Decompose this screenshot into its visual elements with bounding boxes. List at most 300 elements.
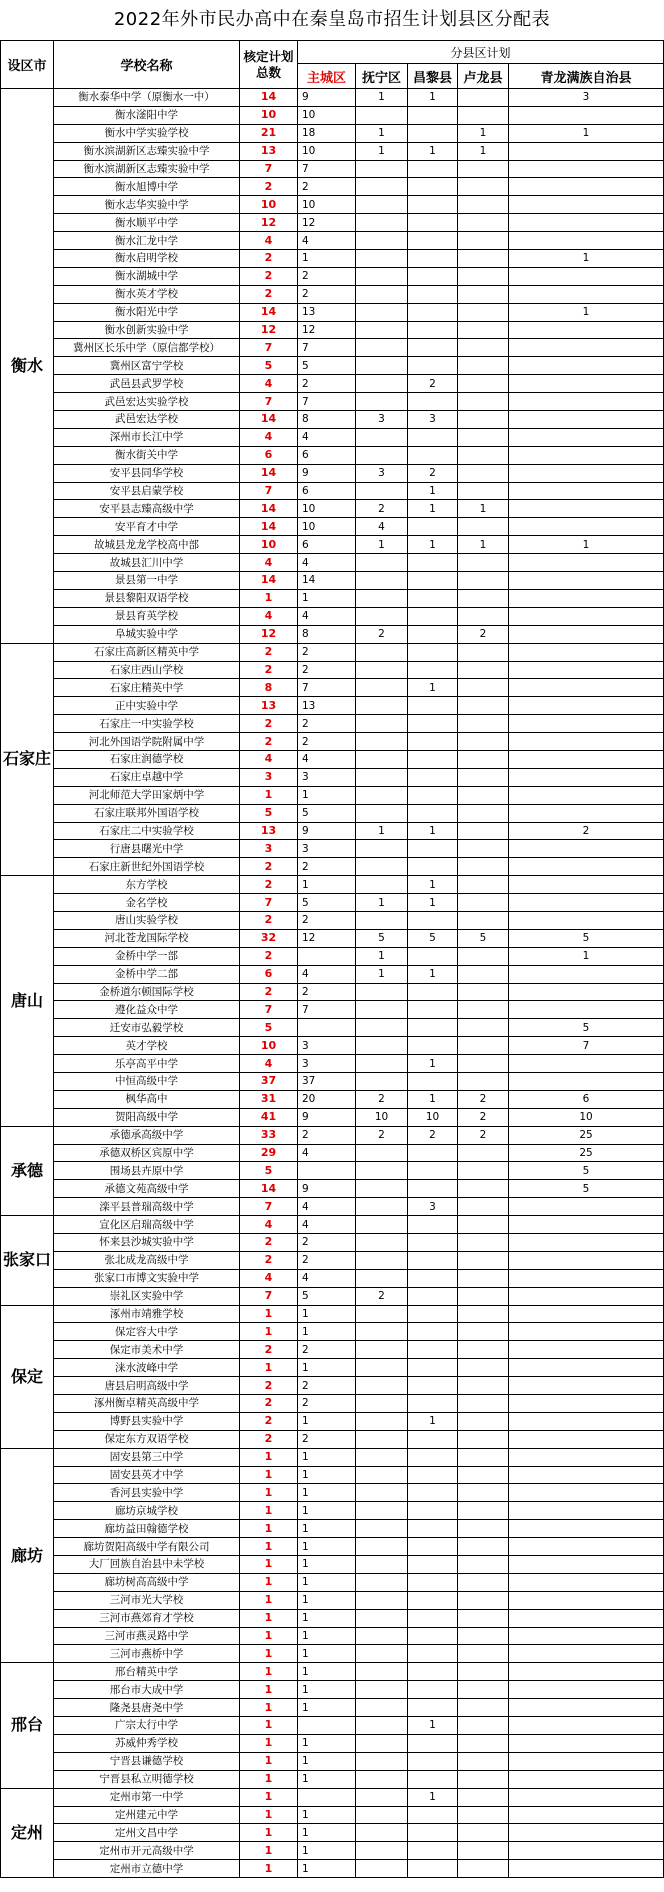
school-name-cell: 衡水阳光中学	[54, 303, 240, 321]
school-name-cell: 衡水滨湖新区志臻实验中学	[54, 160, 240, 178]
main-district-cell	[298, 1019, 356, 1037]
main-district-cell: 2	[298, 285, 356, 303]
qinglong-cell	[509, 1806, 664, 1824]
table-row	[1, 1341, 664, 1359]
lulong-cell	[458, 285, 509, 303]
funing-cell: 3	[356, 411, 408, 429]
main-district-cell: 5	[298, 1287, 356, 1305]
changli-cell	[408, 1734, 458, 1752]
funing-cell	[356, 1180, 408, 1198]
school-name-cell: 衡水湖城中学	[54, 267, 240, 285]
main-district-cell: 1	[298, 876, 356, 894]
header-district-lulong: 卢龙县	[458, 64, 509, 89]
school-name-cell: 武邑县武罗学校	[54, 375, 240, 393]
total-cell: 2	[240, 285, 298, 303]
table-row	[1, 1198, 664, 1216]
funing-cell	[356, 160, 408, 178]
qinglong-cell: 1	[509, 536, 664, 554]
changli-cell	[408, 1842, 458, 1860]
changli-cell	[408, 267, 458, 285]
qinglong-cell	[509, 1699, 664, 1717]
table-row	[1, 643, 664, 661]
changli-cell	[408, 1072, 458, 1090]
total-cell: 12	[240, 321, 298, 339]
table-body	[1, 89, 664, 1878]
total-cell: 2	[240, 1430, 298, 1448]
total-cell: 2	[240, 947, 298, 965]
school-name-cell: 定州市开元高级中学	[54, 1842, 240, 1860]
main-district-cell: 2	[298, 643, 356, 661]
table-row	[1, 1645, 664, 1663]
changli-cell	[408, 196, 458, 214]
lulong-cell	[458, 1001, 509, 1019]
total-cell: 1	[240, 1591, 298, 1609]
school-name-cell: 廊坊益田翰德学校	[54, 1520, 240, 1538]
main-district-cell: 1	[298, 1609, 356, 1627]
lulong-cell	[458, 393, 509, 411]
changli-cell	[408, 1162, 458, 1180]
funing-cell	[356, 1752, 408, 1770]
total-cell: 8	[240, 679, 298, 697]
funing-cell	[356, 607, 408, 625]
lulong-cell	[458, 1806, 509, 1824]
qinglong-cell	[509, 679, 664, 697]
table-row	[1, 339, 664, 357]
school-name-cell: 遵化益众中学	[54, 1001, 240, 1019]
school-name-cell: 唐山实验学校	[54, 911, 240, 929]
funing-cell	[356, 250, 408, 268]
changli-cell	[408, 160, 458, 178]
school-name-cell: 隆尧县唐尧中学	[54, 1699, 240, 1717]
table-row	[1, 1860, 664, 1878]
main-district-cell: 1	[298, 589, 356, 607]
school-name-cell: 河北外国语学院附属中学	[54, 733, 240, 751]
qinglong-cell	[509, 500, 664, 518]
total-cell: 7	[240, 482, 298, 500]
qinglong-cell: 25	[509, 1144, 664, 1162]
funing-cell	[356, 1305, 408, 1323]
table-row	[1, 733, 664, 751]
table-row	[1, 1377, 664, 1395]
table-row	[1, 929, 664, 947]
funing-cell	[356, 178, 408, 196]
table-row	[1, 1520, 664, 1538]
total-cell: 14	[240, 1180, 298, 1198]
qinglong-cell	[509, 1466, 664, 1484]
main-district-cell: 1	[298, 1734, 356, 1752]
qinglong-cell	[509, 1341, 664, 1359]
qinglong-cell	[509, 464, 664, 482]
funing-cell: 2	[356, 625, 408, 643]
main-district-cell: 2	[298, 1234, 356, 1252]
school-name-cell: 保定市美术中学	[54, 1341, 240, 1359]
funing-cell	[356, 1484, 408, 1502]
total-cell: 2	[240, 876, 298, 894]
city-cell: 承德	[1, 1126, 54, 1215]
school-name-cell: 石家庄联邦外国语学校	[54, 804, 240, 822]
qinglong-cell	[509, 572, 664, 590]
changli-cell: 1	[408, 894, 458, 912]
school-name-cell: 衡水滏阳中学	[54, 106, 240, 124]
qinglong-cell: 25	[509, 1126, 664, 1144]
qinglong-cell	[509, 1055, 664, 1073]
lulong-cell	[458, 375, 509, 393]
total-cell: 7	[240, 393, 298, 411]
table-row	[1, 911, 664, 929]
total-cell: 2	[240, 661, 298, 679]
school-name-cell: 三河市燕桥中学	[54, 1645, 240, 1663]
lulong-cell	[458, 428, 509, 446]
qinglong-cell	[509, 1359, 664, 1377]
main-district-cell: 9	[298, 89, 356, 107]
funing-cell	[356, 285, 408, 303]
funing-cell	[356, 1842, 408, 1860]
changli-cell	[408, 106, 458, 124]
total-cell: 1	[240, 1323, 298, 1341]
qinglong-cell	[509, 1842, 664, 1860]
qinglong-cell	[509, 446, 664, 464]
lulong-cell	[458, 267, 509, 285]
qinglong-cell	[509, 1251, 664, 1269]
main-district-cell: 1	[298, 1359, 356, 1377]
lulong-cell	[458, 554, 509, 572]
qinglong-cell	[509, 911, 664, 929]
school-name-cell: 东方学校	[54, 876, 240, 894]
main-district-cell: 4	[298, 554, 356, 572]
main-district-cell: 2	[298, 661, 356, 679]
qinglong-cell	[509, 196, 664, 214]
table-row	[1, 321, 664, 339]
allocation-table	[0, 40, 664, 1878]
changli-cell	[408, 1377, 458, 1395]
table-row	[1, 1770, 664, 1788]
lulong-cell	[458, 1377, 509, 1395]
qinglong-cell: 1	[509, 303, 664, 321]
table-row	[1, 1806, 664, 1824]
city-cell: 石家庄	[1, 643, 54, 876]
changli-cell	[408, 643, 458, 661]
lulong-cell	[458, 446, 509, 464]
main-district-cell: 1	[298, 250, 356, 268]
table-row	[1, 1484, 664, 1502]
total-cell: 1	[240, 1359, 298, 1377]
school-name-cell: 苏威仲秀学校	[54, 1734, 240, 1752]
school-name-cell: 武邑宏达学校	[54, 411, 240, 429]
school-name-cell: 衡水志华实验中学	[54, 196, 240, 214]
total-cell: 1	[240, 1466, 298, 1484]
funing-cell	[356, 1681, 408, 1699]
funing-cell	[356, 983, 408, 1001]
main-district-cell: 13	[298, 697, 356, 715]
school-name-cell: 固安县英才中学	[54, 1466, 240, 1484]
changli-cell	[408, 768, 458, 786]
school-name-cell: 广宗太行中学	[54, 1717, 240, 1735]
total-cell: 13	[240, 697, 298, 715]
main-district-cell: 10	[298, 518, 356, 536]
main-district-cell: 1	[298, 1556, 356, 1574]
changli-cell: 2	[408, 375, 458, 393]
qinglong-cell	[509, 1305, 664, 1323]
qinglong-cell	[509, 1734, 664, 1752]
total-cell: 1	[240, 1770, 298, 1788]
funing-cell	[356, 1412, 408, 1430]
total-cell: 6	[240, 965, 298, 983]
table-row	[1, 1699, 664, 1717]
table-row	[1, 446, 664, 464]
changli-cell	[408, 1860, 458, 1878]
total-cell: 5	[240, 1162, 298, 1180]
funing-cell	[356, 357, 408, 375]
lulong-cell	[458, 715, 509, 733]
changli-cell	[408, 1609, 458, 1627]
changli-cell: 1	[408, 679, 458, 697]
main-district-cell: 6	[298, 446, 356, 464]
table-row	[1, 1108, 664, 1126]
total-cell: 2	[240, 733, 298, 751]
lulong-cell	[458, 1645, 509, 1663]
funing-cell	[356, 768, 408, 786]
table-row	[1, 1609, 664, 1627]
total-cell: 7	[240, 894, 298, 912]
table-row	[1, 142, 664, 160]
funing-cell	[356, 1395, 408, 1413]
changli-cell	[408, 1699, 458, 1717]
school-name-cell: 正中实验中学	[54, 697, 240, 715]
total-cell: 31	[240, 1090, 298, 1108]
total-cell: 29	[240, 1144, 298, 1162]
lulong-cell	[458, 643, 509, 661]
lulong-cell	[458, 160, 509, 178]
changli-cell	[408, 1484, 458, 1502]
qinglong-cell	[509, 643, 664, 661]
changli-cell: 1	[408, 482, 458, 500]
main-district-cell	[298, 1717, 356, 1735]
total-cell: 2	[240, 1234, 298, 1252]
main-district-cell: 3	[298, 1037, 356, 1055]
total-cell: 4	[240, 607, 298, 625]
main-district-cell: 1	[298, 1305, 356, 1323]
lulong-cell	[458, 1430, 509, 1448]
funing-cell	[356, 1699, 408, 1717]
main-district-cell: 12	[298, 214, 356, 232]
table-row	[1, 1251, 664, 1269]
qinglong-cell: 10	[509, 1108, 664, 1126]
changli-cell	[408, 589, 458, 607]
changli-cell	[408, 750, 458, 768]
changli-cell	[408, 1395, 458, 1413]
lulong-cell	[458, 339, 509, 357]
lulong-cell	[458, 1538, 509, 1556]
main-district-cell: 1	[298, 1860, 356, 1878]
funing-cell	[356, 679, 408, 697]
lulong-cell	[458, 965, 509, 983]
lulong-cell	[458, 589, 509, 607]
table-row	[1, 428, 664, 446]
funing-cell	[356, 804, 408, 822]
lulong-cell	[458, 911, 509, 929]
table-row	[1, 1055, 664, 1073]
funing-cell	[356, 715, 408, 733]
lulong-cell	[458, 1072, 509, 1090]
funing-cell	[356, 232, 408, 250]
table-row	[1, 697, 664, 715]
qinglong-cell	[509, 625, 664, 643]
changli-cell	[408, 840, 458, 858]
main-district-cell: 9	[298, 822, 356, 840]
table-row	[1, 1001, 664, 1019]
table-row	[1, 357, 664, 375]
qinglong-cell: 6	[509, 1090, 664, 1108]
lulong-cell: 1	[458, 500, 509, 518]
lulong-cell	[458, 1198, 509, 1216]
total-cell: 7	[240, 160, 298, 178]
qinglong-cell: 3	[509, 89, 664, 107]
school-name-cell: 香河县实验中学	[54, 1484, 240, 1502]
total-cell: 2	[240, 983, 298, 1001]
changli-cell	[408, 572, 458, 590]
table-row	[1, 232, 664, 250]
funing-cell	[356, 393, 408, 411]
main-district-cell: 9	[298, 1108, 356, 1126]
main-district-cell: 14	[298, 572, 356, 590]
changli-cell: 2	[408, 464, 458, 482]
funing-cell	[356, 1806, 408, 1824]
lulong-cell	[458, 983, 509, 1001]
table-row	[1, 1126, 664, 1144]
table-row	[1, 715, 664, 733]
lulong-cell	[458, 786, 509, 804]
school-name-cell: 承德承高级中学	[54, 1126, 240, 1144]
changli-cell	[408, 733, 458, 751]
main-district-cell: 4	[298, 232, 356, 250]
main-district-cell: 1	[298, 1520, 356, 1538]
main-district-cell: 2	[298, 1377, 356, 1395]
changli-cell	[408, 178, 458, 196]
main-district-cell: 1	[298, 1448, 356, 1466]
main-district-cell: 1	[298, 1573, 356, 1591]
lulong-cell	[458, 1556, 509, 1574]
school-name-cell: 乐亭高平中学	[54, 1055, 240, 1073]
qinglong-cell	[509, 554, 664, 572]
total-cell: 12	[240, 214, 298, 232]
changli-cell: 10	[408, 1108, 458, 1126]
funing-cell	[356, 876, 408, 894]
header-district-group: 分县区计划	[298, 41, 664, 64]
funing-cell	[356, 1520, 408, 1538]
changli-cell: 1	[408, 142, 458, 160]
funing-cell	[356, 1377, 408, 1395]
changli-cell	[408, 1520, 458, 1538]
funing-cell	[356, 321, 408, 339]
qinglong-cell	[509, 232, 664, 250]
main-district-cell: 1	[298, 1466, 356, 1484]
city-cell: 保定	[1, 1305, 54, 1448]
main-district-cell: 9	[298, 464, 356, 482]
table-row	[1, 572, 664, 590]
total-cell: 1	[240, 1842, 298, 1860]
changli-cell	[408, 911, 458, 929]
qinglong-cell	[509, 1072, 664, 1090]
main-district-cell: 1	[298, 1663, 356, 1681]
funing-cell	[356, 1216, 408, 1234]
lulong-cell	[458, 1591, 509, 1609]
total-cell: 3	[240, 768, 298, 786]
changli-cell: 2	[408, 1126, 458, 1144]
changli-cell	[408, 1752, 458, 1770]
lulong-cell	[458, 1412, 509, 1430]
table-row	[1, 1717, 664, 1735]
total-cell: 1	[240, 1717, 298, 1735]
changli-cell: 1	[408, 1788, 458, 1806]
qinglong-cell	[509, 894, 664, 912]
changli-cell	[408, 357, 458, 375]
lulong-cell	[458, 1752, 509, 1770]
header-total: 核定计划总数	[240, 41, 298, 89]
total-cell: 2	[240, 178, 298, 196]
table-row	[1, 607, 664, 625]
table-row	[1, 1395, 664, 1413]
total-cell: 5	[240, 357, 298, 375]
table-row	[1, 285, 664, 303]
table-row	[1, 411, 664, 429]
school-name-cell: 邢台精英中学	[54, 1663, 240, 1681]
total-cell: 10	[240, 196, 298, 214]
main-district-cell: 3	[298, 840, 356, 858]
qinglong-cell	[509, 1216, 664, 1234]
funing-cell: 1	[356, 89, 408, 107]
changli-cell	[408, 446, 458, 464]
changli-cell	[408, 339, 458, 357]
total-cell: 1	[240, 1573, 298, 1591]
total-cell: 2	[240, 1251, 298, 1269]
main-district-cell: 1	[298, 1627, 356, 1645]
lulong-cell	[458, 697, 509, 715]
changli-cell	[408, 715, 458, 733]
lulong-cell	[458, 1663, 509, 1681]
funing-cell	[356, 1162, 408, 1180]
qinglong-cell	[509, 876, 664, 894]
lulong-cell	[458, 357, 509, 375]
school-name-cell: 景县育英学校	[54, 607, 240, 625]
lulong-cell: 1	[458, 142, 509, 160]
funing-cell	[356, 1234, 408, 1252]
total-cell: 5	[240, 1019, 298, 1037]
total-cell: 14	[240, 500, 298, 518]
table-row	[1, 589, 664, 607]
table-row	[1, 464, 664, 482]
qinglong-cell	[509, 518, 664, 536]
header-district-main: 主城区	[298, 64, 356, 89]
changli-cell	[408, 1234, 458, 1252]
main-district-cell: 5	[298, 894, 356, 912]
school-name-cell: 三河市燕郊育才学校	[54, 1609, 240, 1627]
main-district-cell: 9	[298, 1180, 356, 1198]
changli-cell	[408, 321, 458, 339]
total-cell: 14	[240, 303, 298, 321]
qinglong-cell	[509, 321, 664, 339]
table-row	[1, 178, 664, 196]
school-name-cell: 石家庄精英中学	[54, 679, 240, 697]
qinglong-cell	[509, 1573, 664, 1591]
funing-cell	[356, 911, 408, 929]
funing-cell: 1	[356, 894, 408, 912]
main-district-cell: 5	[298, 357, 356, 375]
changli-cell	[408, 1430, 458, 1448]
school-name-cell: 涞水波峰中学	[54, 1359, 240, 1377]
table-row	[1, 1824, 664, 1842]
main-district-cell: 2	[298, 267, 356, 285]
lulong-cell	[458, 768, 509, 786]
